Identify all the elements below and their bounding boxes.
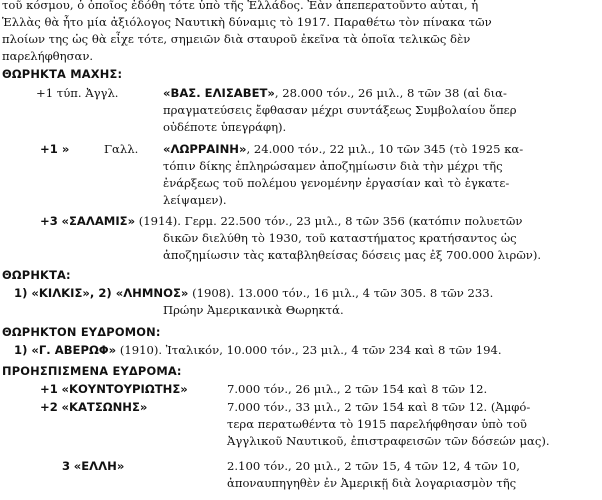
ship-name-salamis: «ΣΑΛΑΜΙΣ» (61, 214, 136, 228)
protected-2-line-1: 7.000 τόν., 33 μιλ., 2 τῶν 154 καὶ 8 τῶν 12. (Ἀμφό- (227, 400, 531, 414)
battleship-1-line-1 (163, 85, 507, 101)
armored-1-sep: , 2) (89, 286, 116, 300)
protected-1-prefix: +1 (40, 382, 58, 396)
protected-3-line-2: ἀποναυπηγηθὲν ἐν Ἀμερικῇ διὰ λογαριασμὸν τῆς (227, 476, 517, 490)
ship-name-averof: «Γ. ΑΒΕΡΩΦ» (31, 343, 117, 357)
armored-1-line-2: Πρώην Ἀμερικανικὰ Θωρηκτά. (163, 303, 344, 317)
ship-name-kilkis: «ΚΙΛΚΙΣ» (31, 286, 90, 300)
battleship-3-prefix: +3 (40, 214, 58, 228)
armored-1-line-1 (14, 285, 493, 301)
protected-2-prefix: +2 (40, 400, 58, 414)
protected-3-prefix: 3 (62, 459, 71, 473)
section-heading-battleships: ΘΩΡΗΚΤΑ ΜΑΧΗΣ: (2, 67, 123, 81)
cruiser-1-prefix: 1) (14, 343, 32, 357)
protected-2-line-3: Ἀγγλικοῦ Ναυτικοῦ, ἐπιστραφεισῶν τῶν δόσεών μας). (227, 434, 550, 448)
battleship-2-mark: +1 » (40, 142, 70, 156)
intro-line-4 (2, 48, 93, 64)
cruiser-1-line-1 (14, 342, 502, 358)
protected-3-label (62, 458, 124, 474)
protected-1-label (40, 381, 188, 397)
intro-line-1 (2, 0, 598, 13)
section-heading-protected: ΠΡΟΗΣΠΙΣΜΕΝΑ ΕΥΔΡΟΜΑ: (2, 364, 182, 378)
battleship-2-line-4: λείψαμεν). (163, 193, 227, 207)
protected-2-line-2: τερα περατωθέντα τὸ 1915 παρελήφθησαν ὑπὸ τοῦ (227, 417, 527, 431)
intro-text-1: τοῦ κόσμου, ὁ ὁποῖος ἐδόθη τότε ὑπὸ τῆς Ἑλλάδος. Ἐὰν ἀπεπερατοῦντο αὐται, ἡ (2, 0, 479, 12)
section-heading-cruiser: ΘΩΡΗΚΤΟΝ ΕΥΔΡΟΜΟΝ: (2, 325, 161, 339)
battleship-2-origin: Γαλλ. (104, 142, 139, 156)
protected-1-line-1: 7.000 τόν., 26 μιλ., 2 τῶν 154 καὶ 8 τῶν 12. (227, 382, 488, 396)
battleship-1-line-3: οὐδέποτε ὑπεγράφη). (163, 120, 287, 134)
battleship-2-line-1 (163, 141, 523, 157)
battleship-3-line-2: δικῶν διελύθη τὸ 1930, τοῦ καταστήματος κρατήσαντος ὡς (163, 231, 517, 245)
battleship-1-text-1: , 28.000 τόν., 26 μιλ., 8 τῶν 38 (αἱ δια- (274, 86, 507, 100)
battleship-1-line-2: πραγματεύσεις ἔφθασαν μέχρι συντάξεως Συμβολαίου ὅπερ (163, 103, 517, 117)
intro-line-3 (2, 31, 470, 47)
ship-name-limnos: «ΛΗΜΝΟΣ» (115, 286, 189, 300)
cruiser-1-text-1: (1910). Ἰταλικόν, 10.000 τόν., 23 μιλ., 4 τῶν 234 καὶ 8 τῶν 194. (116, 343, 502, 357)
battleship-2-line-2: τόπιν δίκης ἐπληρώσαμεν ἀποζημίωσιν διὰ τὴν μέχρι τῆς (163, 159, 503, 173)
intro-text-2: Ἑλλὰς θὰ ἦτο μία ἀξιόλογος Ναυτικὴ δύναμις τὸ 1917. Παραθέτω τὸν πίνακα τῶν (2, 15, 492, 29)
intro-text-3: πλοίων της ὡς θὰ εἶχε τότε, σημειῶν διὰ σταυροῦ ἐκεῖνα τὰ ὁποῖα τελικῶς δὲν (2, 32, 471, 46)
protected-2-label (40, 399, 147, 415)
armored-1-text-1: (1908). 13.000 τόν., 16 μιλ., 4 τῶν 305. 8 τῶν 233. (188, 286, 494, 300)
ship-name-kountouriotis: «ΚΟΥΝΤΟΥΡΙΩΤΗΣ» (61, 382, 188, 396)
ship-name-elisavet: «ΒΑΣ. ΕΛΙΣΑΒΕΤ» (163, 86, 275, 100)
section-heading-armored: ΘΩΡΗΚΤΑ: (2, 268, 71, 282)
armored-1-prefix: 1) (14, 286, 32, 300)
battleship-1-prefix: +1 τύπ. Ἀγγλ. (36, 86, 119, 100)
ship-name-lorraine: «ΛΩΡΡΑΙΝΗ» (163, 142, 247, 156)
intro-text-4: παρελήφθησαν. (2, 49, 94, 63)
battleship-3-text-1: (1914). Γερμ. 22.500 τόν., 23 μιλ., 8 τῶν 356 (κατόπιν πολυετῶν (135, 214, 523, 228)
protected-3-line-1: 2.100 τόν., 20 μιλ., 2 τῶν 15, 4 τῶν 12, 4 τῶν 10, (227, 459, 520, 473)
battleship-3-line-3: ἀποζημίωσιν τὰς καταβληθείσας δόσεις μας ἐξ 700.000 λιρῶν). (163, 248, 542, 262)
intro-line-2 (2, 14, 492, 30)
ship-name-katsonis: «ΚΑΤΣΩΝΗΣ» (61, 400, 148, 414)
battleship-2-text-1: , 24.000 τόν., 22 μιλ., 10 τῶν 345 (τὸ 1925 κα- (246, 142, 524, 156)
battleship-3-line-1 (40, 213, 522, 229)
battleship-2-line-3: ἐνάρξεως τοῦ πολέμου γενομένην ἐργασίαν καὶ τὸ ἐγκατε- (163, 176, 510, 190)
ship-name-elli: «ΕΛΛΗ» (73, 459, 125, 473)
